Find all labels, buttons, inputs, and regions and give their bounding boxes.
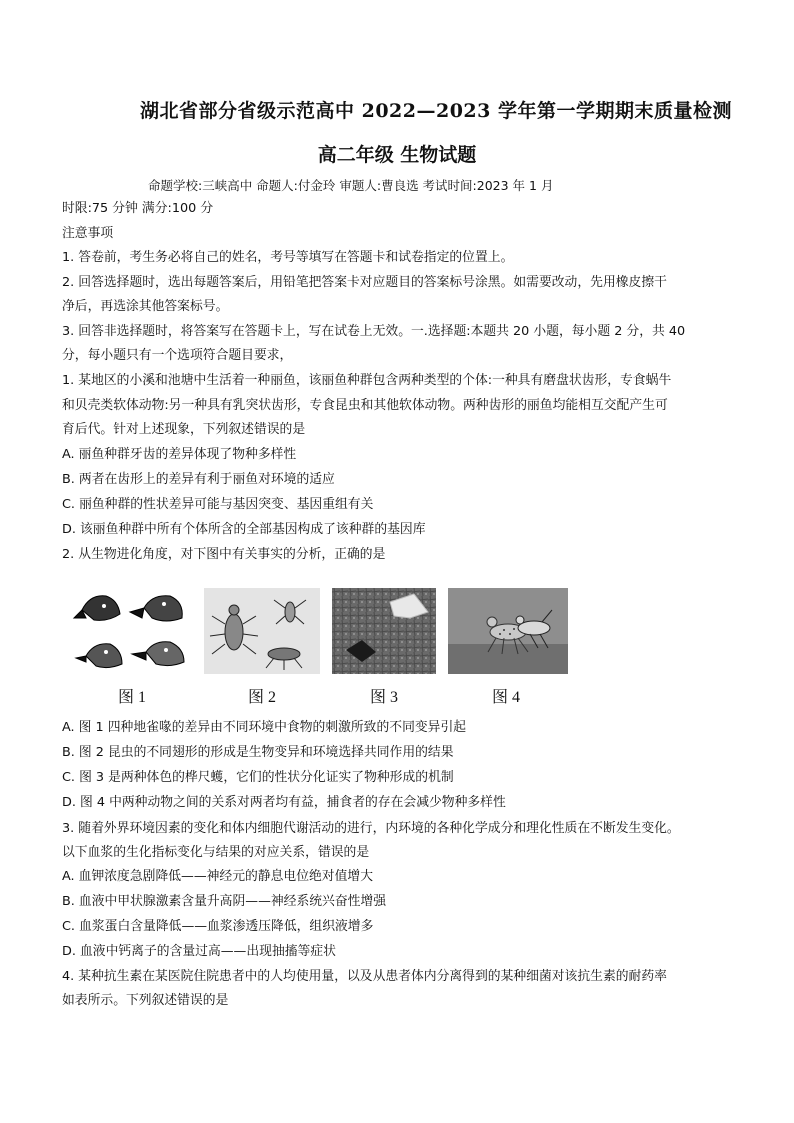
q1-stem-line-3: 育后代。针对上述现象，下列叙述错误的是 [62, 422, 306, 437]
q2-figures [72, 588, 572, 708]
figure-1-caption: 图 1 [117, 689, 146, 706]
q2-option-b: B. 图 2 昆虫的不同翅形的形成是生物变异和环境选择共同作用的结果 [62, 745, 454, 760]
figure-2-caption: 图 2 [247, 689, 276, 706]
q3-stem-line-1: 3. 随着外界环境因素的变化和体内细胞代谢活动的进行，内环境的各种化学成分和理化性质在不断发生变化。 [62, 821, 680, 836]
figure-4-predator-prey [448, 588, 568, 674]
figure-3-caption: 图 3 [369, 689, 398, 706]
q1-option-d: D. 该丽鱼种群中所有个体所含的全部基因构成了该种群的基因库 [62, 522, 426, 537]
note-item-2-line-1: 2. 回答选择题时，选出每题答案后，用铅笔把答案卡对应题目的答案标号涂黑。如需要改动，先用橡皮擦干 [62, 275, 667, 290]
note-item-3-line-1: 3. 回答非选择题时，将答案写在答题卡上，写在试卷上无效。一.选择题:本题共 20 小题，每小题 2 分，共 40 [62, 324, 686, 339]
note-item-1: 1. 答卷前，考生务必将自己的姓名，考号等填写在答题卡和试卷指定的位置上。 [62, 250, 514, 265]
q1-stem-line-1: 1. 某地区的小溪和池塘中生活着一种丽鱼，该丽鱼种群包含两种类型的个体:一种具有磨盘状齿形，专食蜗牛 [62, 373, 672, 388]
q3-option-b: B. 血液中甲状腺激素含量升高阴——神经系统兴奋性增强 [62, 894, 387, 909]
q1-option-b: B. 两者在齿形上的差异有利于丽鱼对环境的适应 [62, 472, 335, 487]
figure-4-caption: 图 4 [491, 689, 520, 706]
q3-option-c: C. 血浆蛋白含量降低——血浆渗透压降低，组织液增多 [62, 919, 374, 934]
note-item-3-line-2: 分，每小题只有一个选项符合题目要求， [62, 348, 293, 363]
figure-1-finch-beaks [72, 588, 194, 676]
q1-option-c: C. 丽鱼种群的性状差异可能与基因突变、基因重组有关 [62, 497, 374, 512]
exam-title: 湖北省部分省级示范高中 2022—2023 学年第一学期期末质量检测 [140, 100, 732, 122]
q2-option-c: C. 图 3 是两种体色的桦尺蠖，它们的性状分化证实了物种形成的机制 [62, 770, 454, 785]
exam-info: 命题学校:三峡高中 命题人:付金玲 审题人:曹良选 考试时间:2023 年 1 月 [148, 178, 554, 193]
q2-option-d: D. 图 4 中两种动物之间的关系对两者均有益，捕食者的存在会减少物种多样性 [62, 795, 506, 810]
q1-option-a: A. 丽鱼种群牙齿的差异体现了物种多样性 [62, 447, 297, 462]
q3-option-d: D. 血液中钙离子的含量过高——出现抽搐等症状 [62, 944, 336, 959]
q4-stem-line-1: 4. 某种抗生素在某医院住院患者中的人均使用量，以及从患者体内分离得到的某种细菌对该抗生素的耐药率 [62, 969, 667, 984]
figure-2-insects [204, 588, 320, 674]
figure-3-peppered-moths [332, 588, 436, 674]
q3-option-a: A. 血钾浓度急剧降低——神经元的静息电位绝对值增大 [62, 869, 373, 884]
notes-heading: 注意事项 [62, 226, 114, 241]
time-limit: 时限:75 分钟 满分:100 分 [62, 201, 214, 216]
q3-stem-line-2: 以下血浆的生化指标变化与结果的对应关系，错误的是 [62, 845, 370, 860]
q2-stem: 2. 从生物进化角度，对下图中有关事实的分析，正确的是 [62, 547, 386, 562]
q4-stem-line-2: 如表所示。下列叙述错误的是 [62, 993, 229, 1008]
note-item-2-line-2: 净后，再选涂其他答案标号。 [62, 299, 229, 314]
q2-option-a: A. 图 1 四种地雀喙的差异由不同环境中食物的刺激所致的不同变异引起 [62, 720, 467, 735]
q1-stem-line-2: 和贝壳类软体动物:另一种具有乳突状齿形，专食昆虫和其他软体动物。两种齿形的丽鱼均能相互交配产生可 [62, 398, 668, 413]
exam-subtitle: 高二年级 生物试题 [317, 144, 477, 166]
